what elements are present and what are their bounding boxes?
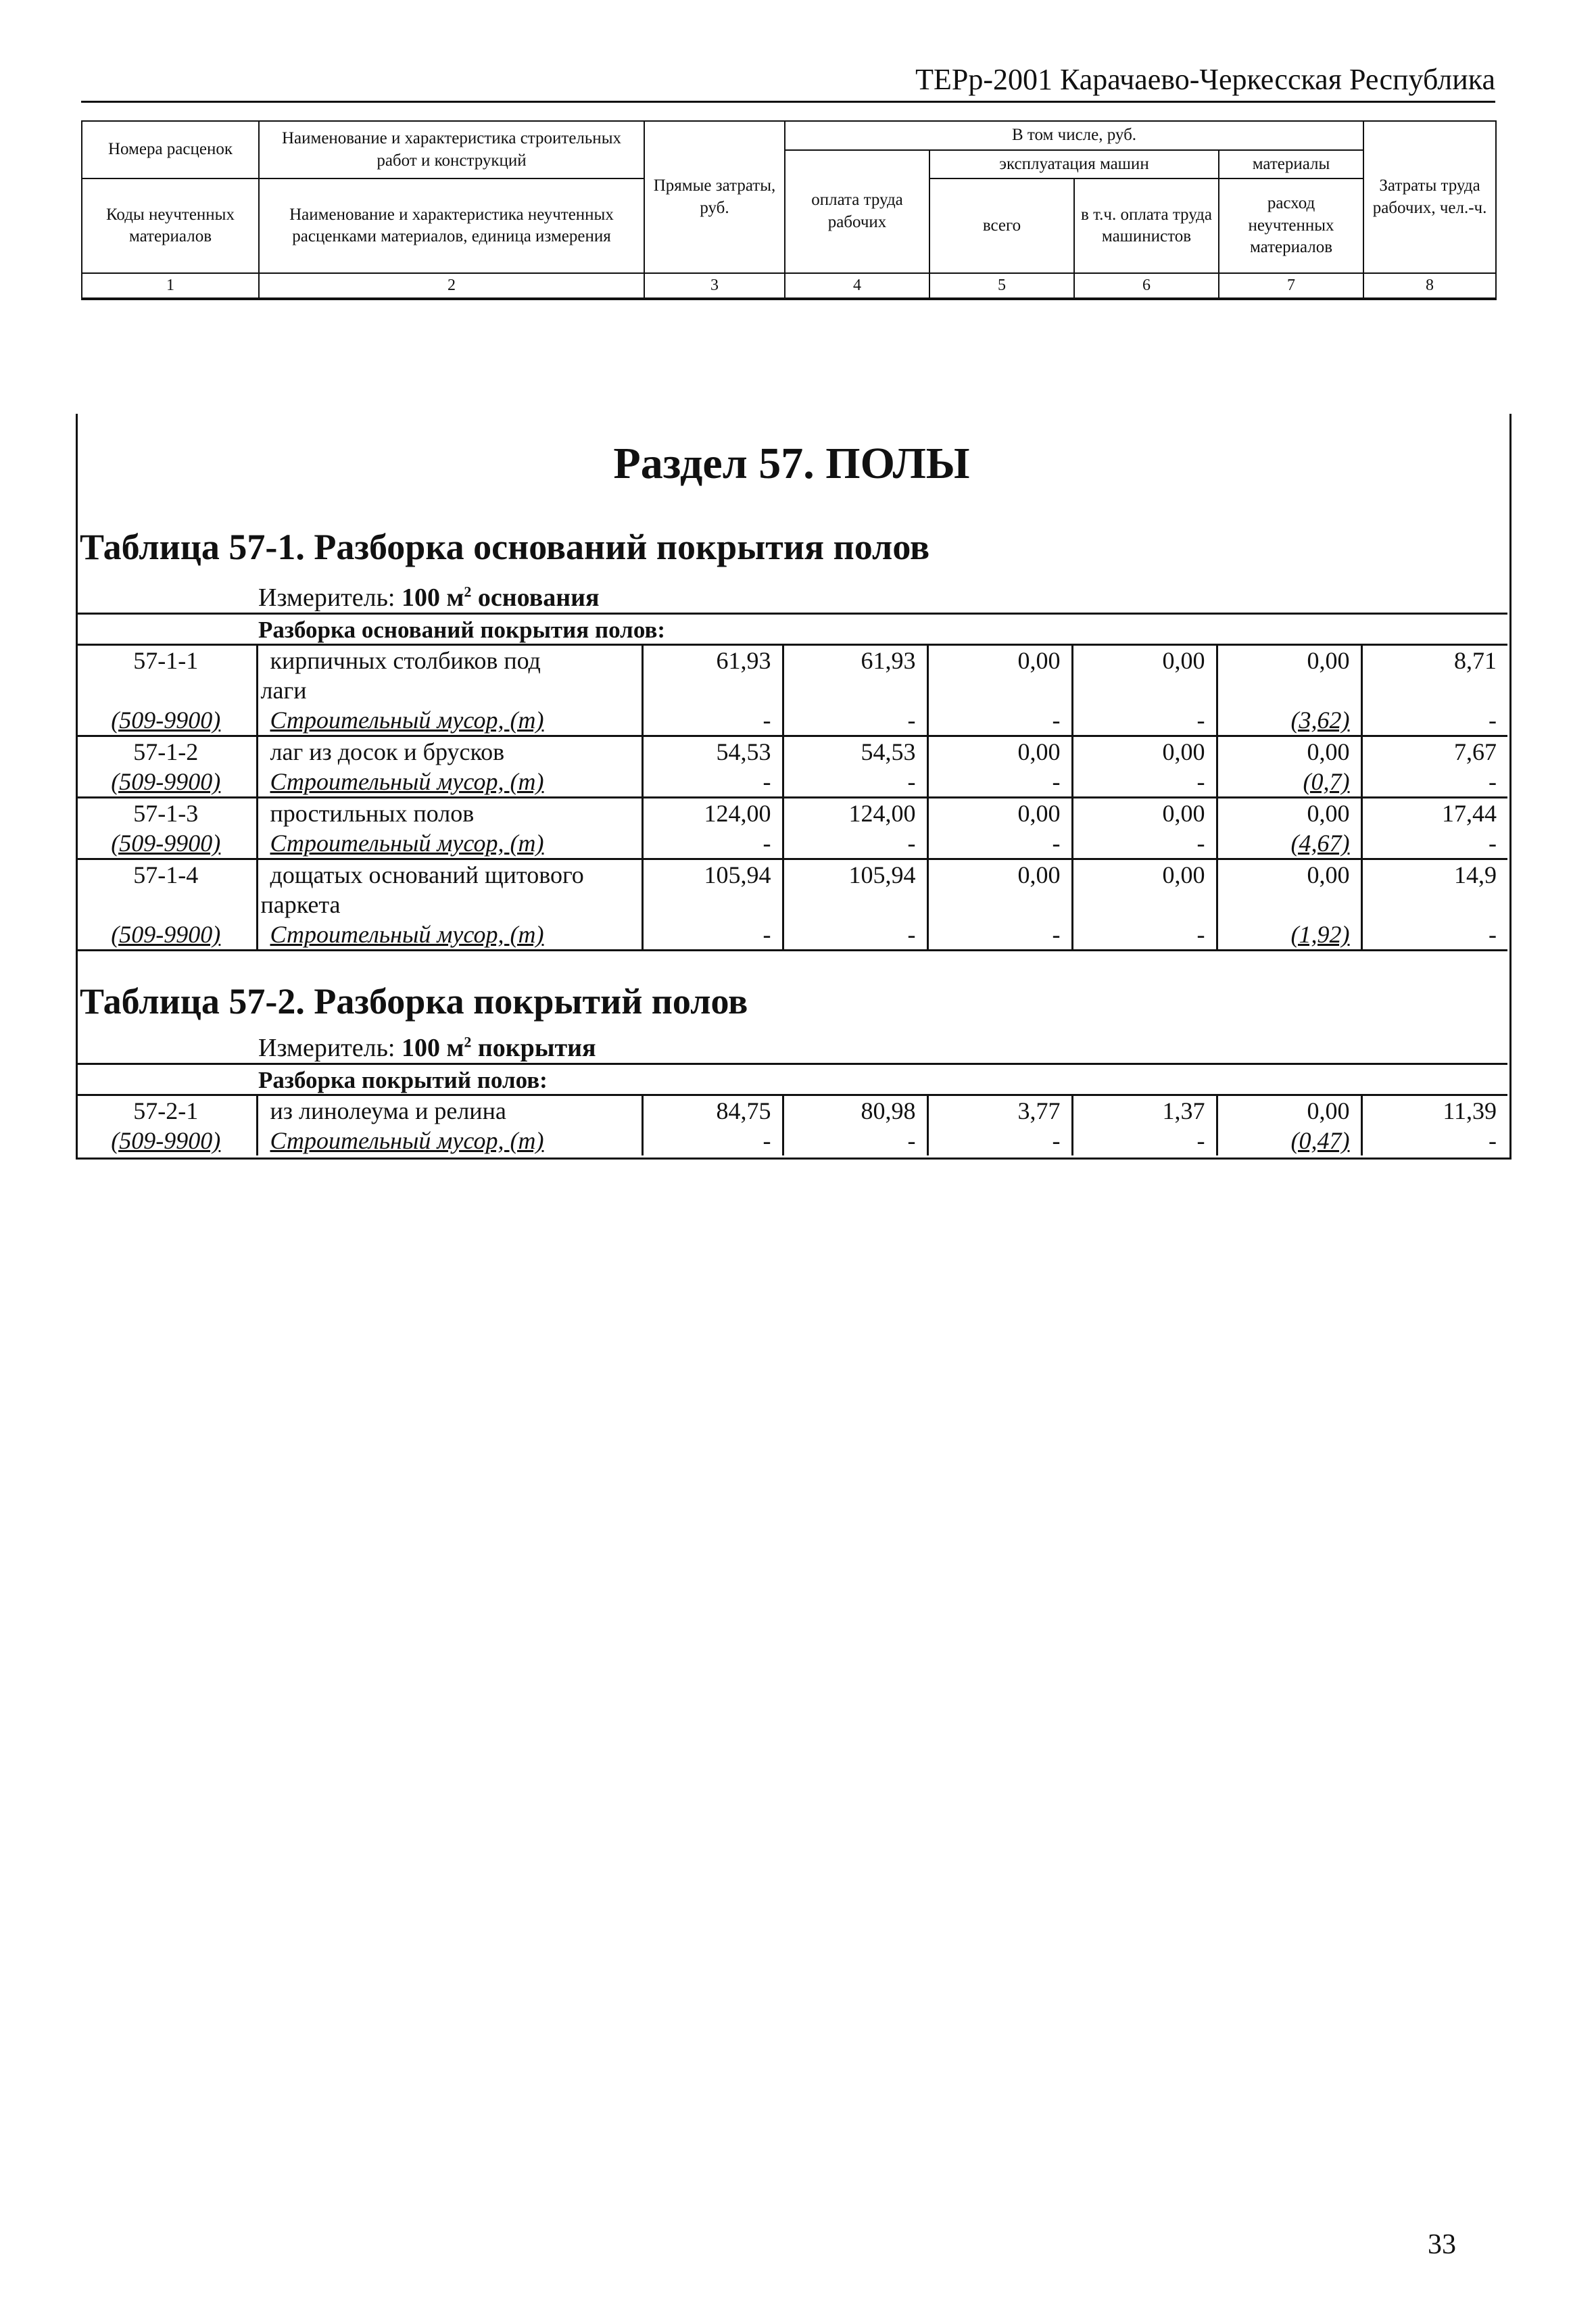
header-rate-numbers: Номера расценок: [82, 121, 259, 178]
machines-total: 0,00: [927, 736, 1072, 767]
column-header-table: [81, 120, 1497, 300]
material-direct-costs: -: [642, 767, 783, 798]
material-row: [76, 767, 1507, 798]
rate-name: простильных полов: [257, 798, 642, 829]
material-wages: -: [783, 1126, 927, 1155]
header-num-7: 7: [1219, 273, 1363, 299]
direct-costs: 105,94: [642, 859, 783, 890]
direct-costs: 54,53: [642, 736, 783, 767]
machinist-wages: 1,37: [1072, 1095, 1217, 1126]
material-row: [76, 1126, 1507, 1155]
table1-meter: [258, 583, 600, 613]
machines-total: 0,00: [927, 798, 1072, 829]
material-wages: -: [783, 920, 927, 949]
material-direct-costs: -: [642, 828, 783, 859]
rate-name-continuation: лаги: [257, 675, 642, 705]
material-name: Строительный мусор, (т): [257, 767, 642, 798]
material-machinist-wages: -: [1072, 920, 1217, 949]
material-code: (509-9900): [111, 707, 221, 734]
rate-code: 57-1-1: [76, 645, 257, 676]
labor-costs: 14,9: [1361, 859, 1507, 890]
material-wages: -: [783, 828, 927, 859]
divider: [76, 1063, 1507, 1065]
table-row: [76, 736, 1507, 767]
table2-meter-sup: 2: [464, 1033, 472, 1051]
header-num-6: 6: [1074, 273, 1219, 299]
material-usage: (4,67): [1217, 828, 1361, 859]
header-materials-name: Наименование и характеристика неучтенных расценками материалов, единица измерения: [259, 178, 644, 273]
direct-costs: 124,00: [642, 798, 783, 829]
material-direct-costs: -: [642, 705, 783, 736]
table2-title: Таблица 57-2. Разборка покрытий полов: [80, 981, 748, 1022]
material-machines: -: [927, 920, 1072, 949]
table-row: [76, 890, 1507, 920]
material-machines: -: [927, 767, 1072, 798]
table1-meter-prefix: Измеритель:: [258, 583, 402, 612]
wages: 61,93: [783, 645, 927, 676]
rate-name-continuation: паркета: [257, 890, 642, 920]
material-name: Строительный мусор, (т): [257, 828, 642, 859]
machinist-wages: 0,00: [1072, 736, 1217, 767]
table2-body: [76, 1094, 1507, 1155]
header-machines: эксплуатация машин: [929, 150, 1219, 179]
rate-name: кирпичных столбиков под: [257, 645, 642, 676]
material-labor: -: [1361, 705, 1507, 736]
table1-meter-sup: 2: [464, 583, 472, 600]
materials: 0,00: [1217, 645, 1361, 676]
header-machines-total: всего: [929, 178, 1074, 273]
header-machinist-wages: в т.ч. оплата труда машинистов: [1074, 178, 1219, 273]
labor-costs: 11,39: [1361, 1095, 1507, 1126]
header-material-usage: расход неучтенных материалов: [1219, 178, 1363, 273]
table1-body: [76, 644, 1507, 949]
table-row: [76, 645, 1507, 676]
material-usage: (1,92): [1217, 920, 1361, 949]
material-labor: -: [1361, 767, 1507, 798]
material-machinist-wages: -: [1072, 1126, 1217, 1155]
material-machinist-wages: -: [1072, 705, 1217, 736]
machinist-wages: 0,00: [1072, 645, 1217, 676]
table-row: [76, 798, 1507, 829]
materials: 0,00: [1217, 736, 1361, 767]
table2-meter-suffix: покрытия: [471, 1034, 596, 1062]
material-usage: (0,47): [1217, 1126, 1361, 1155]
material-wages: -: [783, 767, 927, 798]
labor-costs: 7,67: [1361, 736, 1507, 767]
page-number: 33: [1428, 2229, 1456, 2260]
material-code: (509-9900): [111, 1127, 221, 1154]
header-material-codes: Коды неучтенных материалов: [82, 178, 259, 273]
material-machines: -: [927, 1126, 1072, 1155]
rate-code: 57-1-3: [76, 798, 257, 829]
header-including: В том числе, руб.: [785, 121, 1363, 150]
material-labor: -: [1361, 1126, 1507, 1155]
material-row: [76, 920, 1507, 949]
material-machines: -: [927, 705, 1072, 736]
rate-code: 57-2-1: [76, 1095, 257, 1126]
rate-name: лаг из досок и брусков: [257, 736, 642, 767]
table1-title: Таблица 57-1. Разборка оснований покрытия полов: [80, 527, 930, 567]
table2-meter: [258, 1033, 596, 1063]
header-num-1: 1: [82, 273, 259, 299]
running-header: ТЕРр-2001 Карачаево-Черкесская Республика: [81, 62, 1495, 103]
material-code: (509-9900): [111, 830, 221, 857]
table-row: [76, 859, 1507, 890]
machines-total: 0,00: [927, 859, 1072, 890]
header-labor-costs: Затраты труда рабочих, чел.-ч.: [1363, 121, 1496, 273]
material-code: (509-9900): [111, 921, 221, 948]
table-row: [76, 1095, 1507, 1126]
section-title: Раздел 57. ПОЛЫ: [613, 439, 970, 488]
rate-code: 57-1-2: [76, 736, 257, 767]
divider: [76, 949, 1507, 951]
direct-costs: 84,75: [642, 1095, 783, 1126]
header-materials: материалы: [1219, 150, 1363, 179]
wages: 105,94: [783, 859, 927, 890]
divider: [76, 613, 1507, 615]
material-direct-costs: -: [642, 1126, 783, 1155]
direct-costs: 61,93: [642, 645, 783, 676]
materials: 0,00: [1217, 859, 1361, 890]
material-usage: (3,62): [1217, 705, 1361, 736]
material-row: [76, 828, 1507, 859]
material-row: [76, 705, 1507, 736]
machines-total: 3,77: [927, 1095, 1072, 1126]
table2-meter-value: 100 м: [402, 1034, 464, 1062]
material-usage: (0,7): [1217, 767, 1361, 798]
header-num-2: 2: [259, 273, 644, 299]
header-direct-costs: Прямые затраты, руб.: [644, 121, 785, 273]
materials: 0,00: [1217, 1095, 1361, 1126]
header-works-name: Наименование и характеристика строительных работ и конструкций: [259, 121, 644, 178]
wages: 80,98: [783, 1095, 927, 1126]
wages: 54,53: [783, 736, 927, 767]
labor-costs: 17,44: [1361, 798, 1507, 829]
materials: 0,00: [1217, 798, 1361, 829]
table2-group-heading: Разборка покрытий полов:: [258, 1067, 548, 1093]
material-code: (509-9900): [111, 768, 221, 795]
material-machinist-wages: -: [1072, 828, 1217, 859]
header-wages: оплата труда рабочих: [785, 150, 929, 274]
material-machinist-wages: -: [1072, 767, 1217, 798]
rate-name: из линолеума и релина: [257, 1095, 642, 1126]
table-row: [76, 675, 1507, 705]
machines-total: 0,00: [927, 645, 1072, 676]
material-labor: -: [1361, 828, 1507, 859]
material-wages: -: [783, 705, 927, 736]
header-num-8: 8: [1363, 273, 1496, 299]
rate-name: дощатых оснований щитового: [257, 859, 642, 890]
table1-group-heading: Разборка оснований покрытия полов:: [258, 617, 666, 643]
header-num-3: 3: [644, 273, 785, 299]
table2-meter-prefix: Измеритель:: [258, 1034, 402, 1062]
material-labor: -: [1361, 920, 1507, 949]
material-machines: -: [927, 828, 1072, 859]
rate-code: 57-1-4: [76, 859, 257, 890]
table1-meter-value: 100 м: [402, 583, 464, 612]
material-name: Строительный мусор, (т): [257, 920, 642, 949]
material-name: Строительный мусор, (т): [257, 705, 642, 736]
labor-costs: 8,71: [1361, 645, 1507, 676]
table1-meter-suffix: основания: [471, 583, 600, 612]
wages: 124,00: [783, 798, 927, 829]
material-name: Строительный мусор, (т): [257, 1126, 642, 1155]
machinist-wages: 0,00: [1072, 859, 1217, 890]
header-num-5: 5: [929, 273, 1074, 299]
machinist-wages: 0,00: [1072, 798, 1217, 829]
material-direct-costs: -: [642, 920, 783, 949]
header-num-4: 4: [785, 273, 929, 299]
